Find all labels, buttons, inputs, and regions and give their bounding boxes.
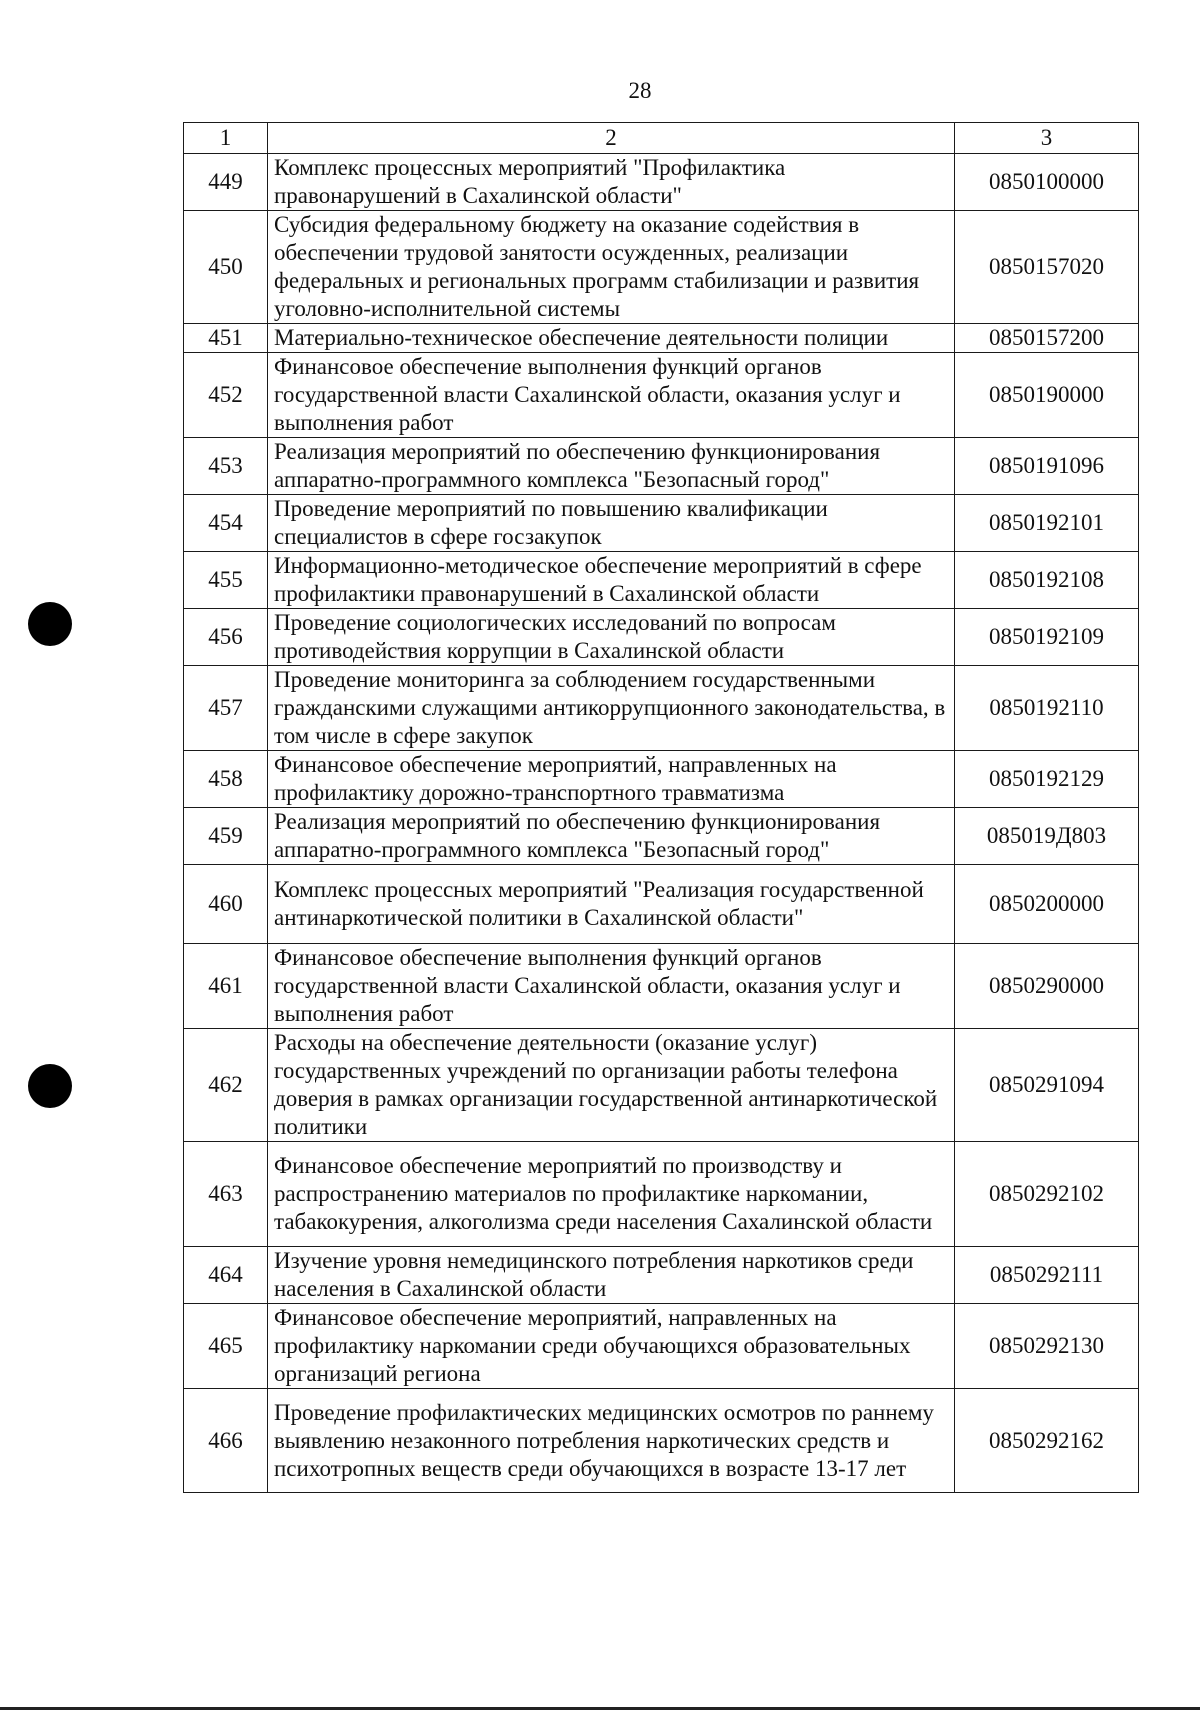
table-row: [184, 1029, 1139, 1142]
row-code: 0850192109: [955, 609, 1139, 666]
row-number: 462: [184, 1029, 268, 1142]
row-description: Финансовое обеспечение мероприятий, направленных на профилактику дорожно-транспортного травматизма: [268, 751, 955, 808]
row-description: Расходы на обеспечение деятельности (оказание услуг) государственных учреждений по организации работы телефона доверия в рамках организации государственной антинаркотической политики: [268, 1029, 955, 1142]
row-code: 0850190000: [955, 353, 1139, 438]
row-code: 0850192108: [955, 552, 1139, 609]
table-row: [184, 666, 1139, 751]
row-number: 449: [184, 154, 268, 211]
row-code: 0850292111: [955, 1247, 1139, 1304]
table-row: [184, 1304, 1139, 1389]
table-row: [184, 751, 1139, 808]
row-code: 0850192110: [955, 666, 1139, 751]
row-description: Проведение социологических исследований по вопросам противодействия коррупции в Сахалинской области: [268, 609, 955, 666]
table-row: [184, 154, 1139, 211]
row-description: Финансовое обеспечение выполнения функций органов государственной власти Сахалинской области, оказания услуг и выполнения работ: [268, 944, 955, 1029]
row-code: 0850157020: [955, 211, 1139, 324]
table-header-row: [184, 123, 1139, 154]
row-number: 458: [184, 751, 268, 808]
table-row: [184, 353, 1139, 438]
row-description: Комплекс процессных мероприятий "Профилактика правонарушений в Сахалинской области": [268, 154, 955, 211]
row-number: 464: [184, 1247, 268, 1304]
punch-hole-mark: [28, 602, 72, 646]
table-row: [184, 944, 1139, 1029]
row-number: 465: [184, 1304, 268, 1389]
row-code: 0850192129: [955, 751, 1139, 808]
row-description: Реализация мероприятий по обеспечению функционирования аппаратно-программного комплекса "Безопасный город": [268, 438, 955, 495]
row-description: Реализация мероприятий по обеспечению функционирования аппаратно-программного комплекса "Безопасный город": [268, 808, 955, 865]
table-row: [184, 438, 1139, 495]
column-header-number: 1: [184, 123, 268, 154]
row-number: 460: [184, 865, 268, 944]
table-row: [184, 609, 1139, 666]
table-body: [184, 154, 1139, 1493]
row-description: Материально-техническое обеспечение деятельности полиции: [268, 324, 955, 353]
row-code: 0850290000: [955, 944, 1139, 1029]
row-number: 463: [184, 1142, 268, 1247]
row-code: 0850100000: [955, 154, 1139, 211]
table-row: [184, 1142, 1139, 1247]
row-description: Комплекс процессных мероприятий "Реализация государственной антинаркотической политики в Сахалинской области": [268, 865, 955, 944]
row-description: Информационно-методическое обеспечение мероприятий в сфере профилактики правонарушений в Сахалинской области: [268, 552, 955, 609]
punch-hole-mark: [28, 1064, 72, 1108]
table-row: [184, 211, 1139, 324]
row-number: 466: [184, 1389, 268, 1493]
row-number: 453: [184, 438, 268, 495]
table-row: [184, 865, 1139, 944]
column-header-code: 3: [955, 123, 1139, 154]
row-code: 0850192101: [955, 495, 1139, 552]
row-number: 456: [184, 609, 268, 666]
row-code: 0850292102: [955, 1142, 1139, 1247]
row-number: 461: [184, 944, 268, 1029]
scan-edge-line: [0, 1707, 1200, 1710]
table-row: [184, 324, 1139, 353]
row-description: Проведение профилактических медицинских осмотров по раннему выявлению незаконного потребления наркотических средств и психотропных веществ среди обучающихся в возрасте 13-17 лет: [268, 1389, 955, 1493]
row-number: 459: [184, 808, 268, 865]
row-number: 457: [184, 666, 268, 751]
column-header-description: 2: [268, 123, 955, 154]
row-code: 0850191096: [955, 438, 1139, 495]
row-description: Проведение мероприятий по повышению квалификации специалистов в сфере госзакупок: [268, 495, 955, 552]
row-code: 0850157200: [955, 324, 1139, 353]
row-description: Субсидия федеральному бюджету на оказание содействия в обеспечении трудовой занятости осужденных, реализации федеральных и региональных программ стабилизации и развития уголовно-исполнительной системы: [268, 211, 955, 324]
row-description: Финансовое обеспечение выполнения функций органов государственной власти Сахалинской области, оказания услуг и выполнения работ: [268, 353, 955, 438]
table-row: [184, 495, 1139, 552]
row-description: Финансовое обеспечение мероприятий по производству и распространению материалов по профилактике наркомании, табакокурения, алкоголизма среди населения Сахалинской области: [268, 1142, 955, 1247]
row-number: 455: [184, 552, 268, 609]
row-code: 0850292130: [955, 1304, 1139, 1389]
row-code: 0850291094: [955, 1029, 1139, 1142]
table-row: [184, 1389, 1139, 1493]
row-code: 0850200000: [955, 865, 1139, 944]
row-description: Изучение уровня немедицинского потребления наркотиков среди населения в Сахалинской области: [268, 1247, 955, 1304]
row-number: 451: [184, 324, 268, 353]
row-number: 452: [184, 353, 268, 438]
row-description: Проведение мониторинга за соблюдением государственными гражданскими служащими антикоррупционного законодательства, в том числе в сфере закупок: [268, 666, 955, 751]
row-code: 085019Д803: [955, 808, 1139, 865]
row-number: 454: [184, 495, 268, 552]
table-row: [184, 1247, 1139, 1304]
budget-code-table: [183, 122, 1139, 1493]
row-number: 450: [184, 211, 268, 324]
row-description: Финансовое обеспечение мероприятий, направленных на профилактику наркомании среди обучающихся образовательных организаций региона: [268, 1304, 955, 1389]
table-row: [184, 552, 1139, 609]
page-number: 28: [628, 78, 652, 103]
row-code: 0850292162: [955, 1389, 1139, 1493]
table-row: [184, 808, 1139, 865]
